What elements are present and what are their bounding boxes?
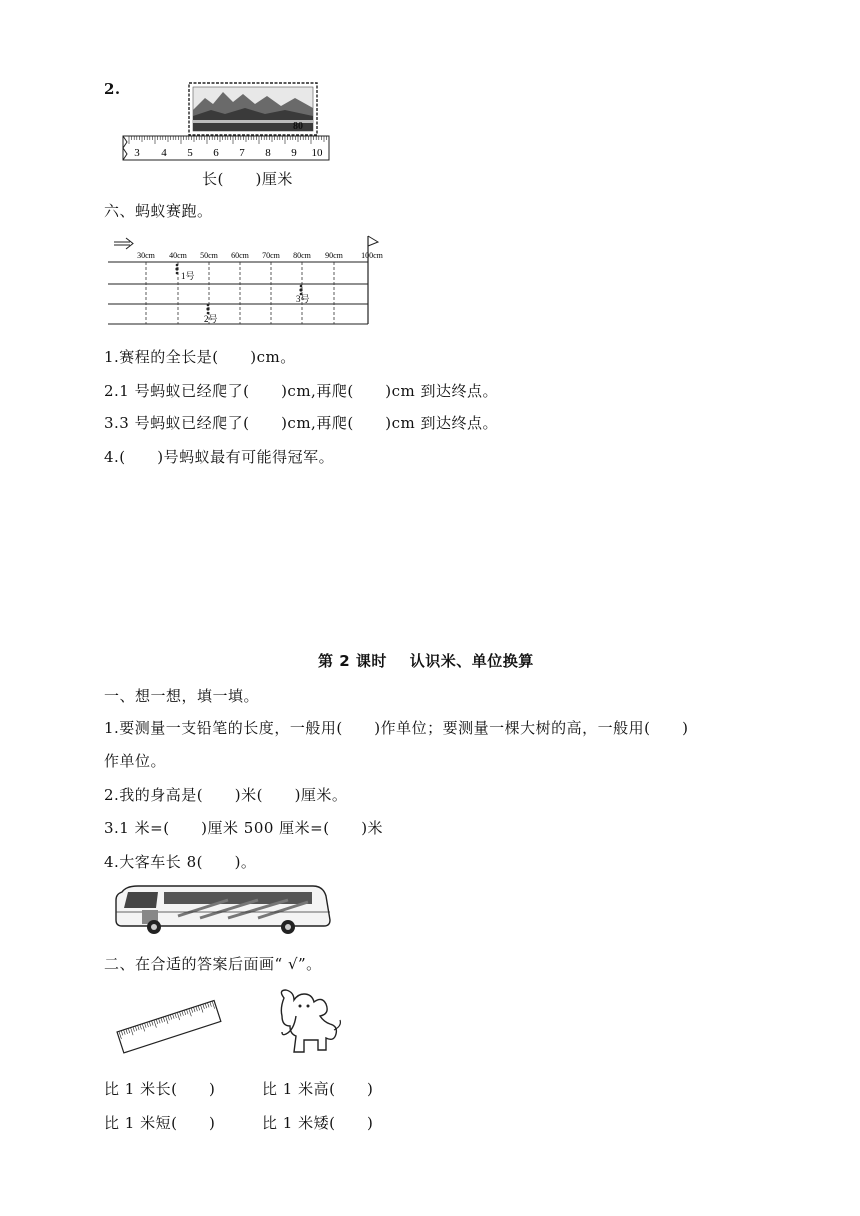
part2-title: 二、在合适的答案后面画“ √”。 [104, 955, 322, 973]
bus-image [108, 882, 346, 938]
ruler-tick-label: 10 [311, 147, 323, 159]
elephant-image [268, 986, 344, 1058]
ruler-tick-label: 4 [161, 147, 167, 159]
track-tick-label: 70cm [262, 251, 280, 260]
choice-ruler-shorter: 比 1 米短( ) [104, 1114, 216, 1132]
track-tick-labels [137, 251, 384, 260]
fill-question-3: 3.1 米=( )厘米 500 厘米=( )米 [104, 819, 384, 837]
ant-label: 1号 [181, 271, 195, 281]
choice-elephant-shorter: 比 1 米矮( ) [262, 1114, 374, 1132]
fill-question-1-line1: 1.要测量一支铅笔的长度，一般用( )作单位；要测量一棵大树的高，一般用( ) [104, 719, 689, 737]
right-arrow-icon [114, 238, 133, 249]
race-question-1: 1.赛程的全长是( )cm。 [104, 348, 296, 366]
ruler-caption: 长( )厘米 [202, 170, 293, 188]
part1-title: 一、想一想，填一填。 [104, 687, 260, 705]
race-question-3: 3.3 号蚂蚁已经爬了( )cm,再爬( )cm 到达终点。 [104, 414, 499, 432]
fill-question-1-line2: 作单位。 [104, 752, 167, 770]
track-tick-label: 60cm [231, 251, 249, 260]
lesson-title: 第 2 课时 认识米、单位换算 [318, 652, 534, 670]
track-tick-label: 30cm [137, 251, 155, 260]
stamp-image [189, 83, 317, 135]
stamp-ruler-figure [115, 80, 335, 162]
question-number: 2. [104, 80, 121, 98]
fill-question-2: 2.我的身高是( )米( )厘米。 [104, 786, 348, 804]
track-tick-label: 40cm [169, 251, 187, 260]
track-tick-label: 100cm [361, 251, 383, 260]
ruler-tick-label: 8 [265, 147, 271, 159]
choice-elephant-taller: 比 1 米高( ) [262, 1080, 374, 1098]
ant-2 [204, 304, 218, 324]
ant-label: 3号 [296, 294, 310, 304]
track-tick-label: 90cm [325, 251, 343, 260]
finish-flag-icon [368, 236, 378, 324]
ruler-tick-label: 5 [187, 147, 193, 159]
race-question-2: 2.1 号蚂蚁已经爬了( )cm,再爬( )cm 到达终点。 [104, 382, 499, 400]
ruler-tick-label: 7 [239, 147, 245, 159]
choice-ruler-longer: 比 1 米长( ) [104, 1080, 216, 1098]
ant-3 [296, 285, 310, 304]
track-tick-label: 80cm [293, 251, 311, 260]
ruler-tick-label: 6 [213, 147, 219, 159]
stamp-value: 80 [293, 121, 303, 132]
section6-title: 六、蚂蚁赛跑。 [104, 202, 213, 220]
ruler-tick-label: 9 [291, 147, 297, 159]
fill-question-4: 4.大客车长 8( )。 [104, 853, 257, 871]
ruler-image [112, 994, 224, 1060]
ruler-tick-label: 3 [134, 147, 140, 159]
ant-race-track [108, 232, 398, 328]
ant-label: 2号 [204, 314, 218, 324]
track-tick-label: 50cm [200, 251, 218, 260]
race-question-4: 4.( )号蚂蚁最有可能得冠军。 [104, 448, 335, 466]
